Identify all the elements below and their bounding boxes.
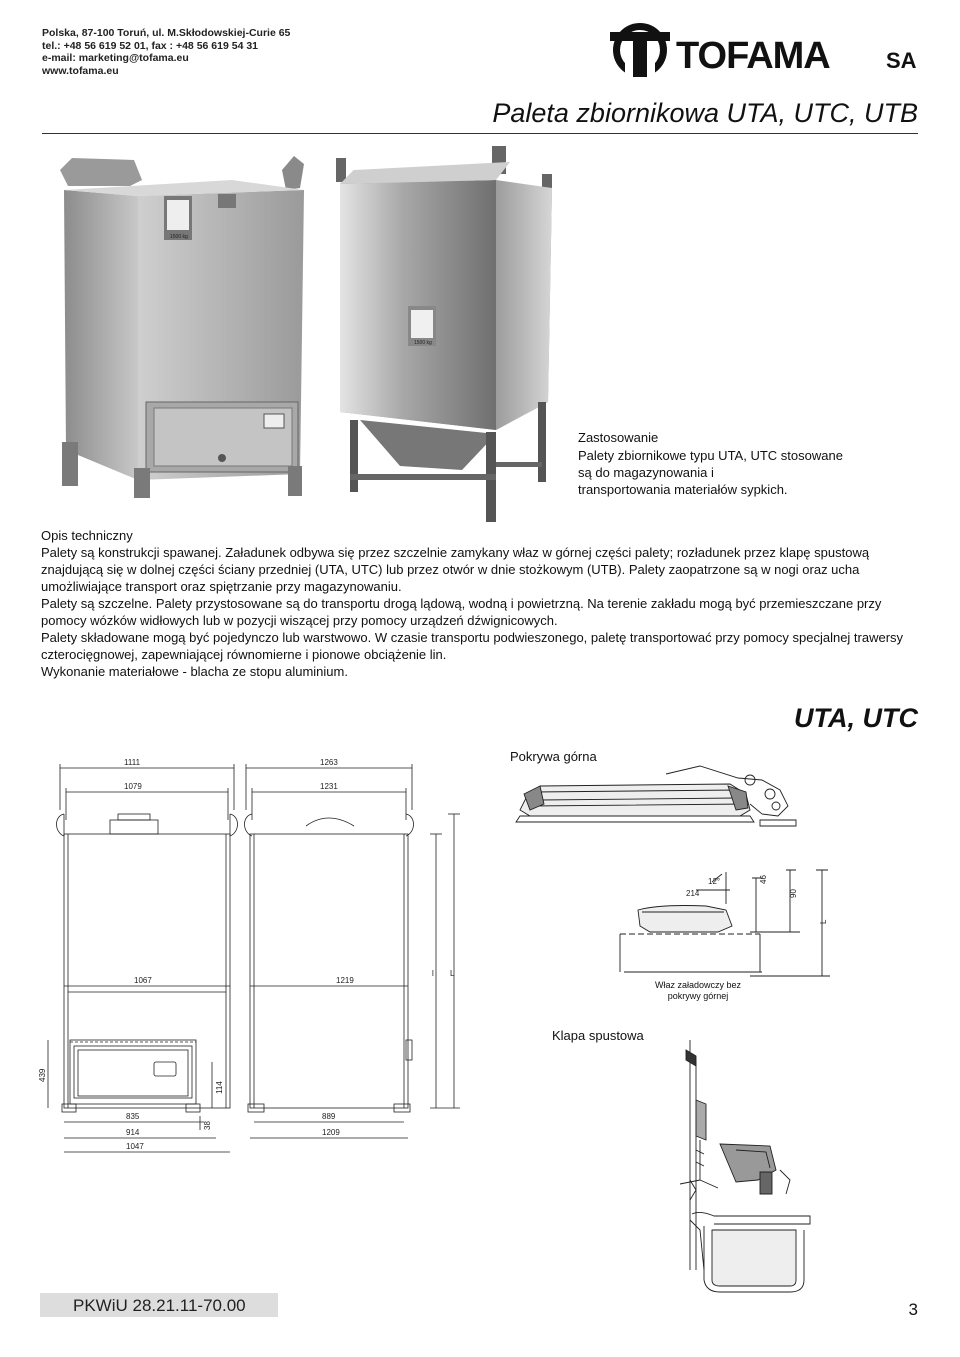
opis-paragraph-3: Palety składowane mogą być pojedynczo lub warstwowo. W czasie transportu podwieszonego, paletę transportować przy pomocy specjalnej trawersy czterocięgnowej, zapewniającej równomierne i pionowe obciążenie lin. — [41, 630, 904, 662]
lid-caption: Pokrywa górna — [510, 749, 597, 764]
side-dim-889: 889 — [322, 1112, 336, 1121]
drawing-valve — [640, 1030, 840, 1310]
opis-paragraph-4: Wykonanie materiałowe - blacha ze stopu aluminium. — [41, 664, 348, 679]
zastosowanie-heading: Zastosowanie — [578, 430, 659, 445]
zastosowanie-line-2: są do magazynowania i — [578, 465, 714, 480]
contact-address: Polska, 87-100 Toruń, ul. M.Skłodowskiej-Curie 65 — [42, 27, 291, 39]
opis-paragraph-2: Palety są szczelne. Palety przystosowane są do transportu drogą lądową, wodną i powietrzną. Na terenie zakładu mogą być przemieszczane przy pomocy wózków widłowych lub w pozycji wiszącej przy pomocy urządzeń dźwignicowych. — [41, 596, 882, 628]
contact-website: www.tofama.eu — [42, 64, 119, 77]
front-dim-1079: 1079 — [124, 782, 142, 791]
front-dim-439: 439 — [38, 1068, 47, 1082]
lid-dim-12deg: 12° — [708, 877, 721, 886]
logo-suffix: SA — [886, 48, 917, 73]
logo-mark-icon — [610, 23, 670, 77]
drawing-lid — [500, 760, 840, 980]
lid-sub-caption: Właz załadowczy bez pokrywy górnej — [654, 980, 742, 1001]
front-dim-914: 914 — [126, 1128, 140, 1137]
front-dim-38: 38 — [203, 1121, 212, 1130]
page-title: Paleta zbiornikowa UTA, UTC, UTB — [492, 98, 918, 128]
front-dim-1067: 1067 — [134, 976, 152, 985]
footer-code: PKWiU 28.21.11-70.00 — [73, 1296, 246, 1315]
logo-text: TOFAMA — [676, 35, 830, 77]
drawing-title: UTA, UTC — [794, 703, 918, 733]
zastosowanie-line-3: transportowania materiałów sypkich. — [578, 482, 788, 497]
side-dim-1263: 1263 — [320, 758, 338, 767]
drawing-front-view — [34, 750, 244, 1165]
photo-label-2: 1500 kg — [414, 340, 432, 346]
side-dim-1219: 1219 — [336, 976, 354, 985]
side-dim-1209: 1209 — [322, 1128, 340, 1137]
zastosowanie-line-1: Palety zbiornikowe typu UTA, UTC stosowane — [578, 448, 843, 463]
title-underline — [42, 133, 918, 134]
side-dim-l: l — [432, 969, 434, 978]
photo-utb-pallet — [330, 140, 562, 525]
lid-dim-46: 46 — [759, 875, 768, 884]
lid-dim-90: 90 — [789, 889, 798, 898]
opis-text — [41, 544, 921, 680]
opis-paragraph-1: Palety są konstrukcji spawanej. Załadunek odbywa się przez szczelnie zamykany właz w górnej części palety; rozładunek przez klapę spustową znajdującą się w dolnej części ściany przedniej (UTA, UTC) lub przez otwór w dnie stożkowym (UTB). Palety zaopatrzone są w nogi oraz ucha umożliwiające transport oraz spiętrzanie przy magazynowaniu. — [41, 545, 870, 594]
photo-label-1: 1500 kg — [170, 234, 188, 240]
side-dim-1231: 1231 — [320, 782, 338, 791]
photo-uta-pallet — [42, 150, 314, 510]
lid-dim-L: L — [819, 919, 828, 924]
front-dim-114: 114 — [215, 1081, 224, 1094]
page-number: 3 — [908, 1300, 918, 1319]
front-dim-835: 835 — [126, 1112, 140, 1121]
opis-heading: Opis techniczny — [41, 528, 133, 543]
zastosowanie-text — [578, 447, 908, 498]
front-dim-1111: 1111 — [124, 758, 141, 767]
company-logo — [610, 20, 930, 80]
contact-email: e-mail: marketing@tofama.eu — [42, 52, 189, 64]
drawing-side-view — [236, 750, 466, 1165]
side-dim-L: L — [450, 969, 455, 978]
front-dim-1047: 1047 — [126, 1142, 144, 1151]
lid-dim-214: 214 — [686, 889, 700, 898]
valve-caption: Klapa spustowa — [552, 1028, 644, 1043]
contact-phone: tel.: +48 56 619 52 01, fax : +48 56 619 54 31 — [42, 39, 258, 52]
contact-block — [42, 27, 290, 77]
